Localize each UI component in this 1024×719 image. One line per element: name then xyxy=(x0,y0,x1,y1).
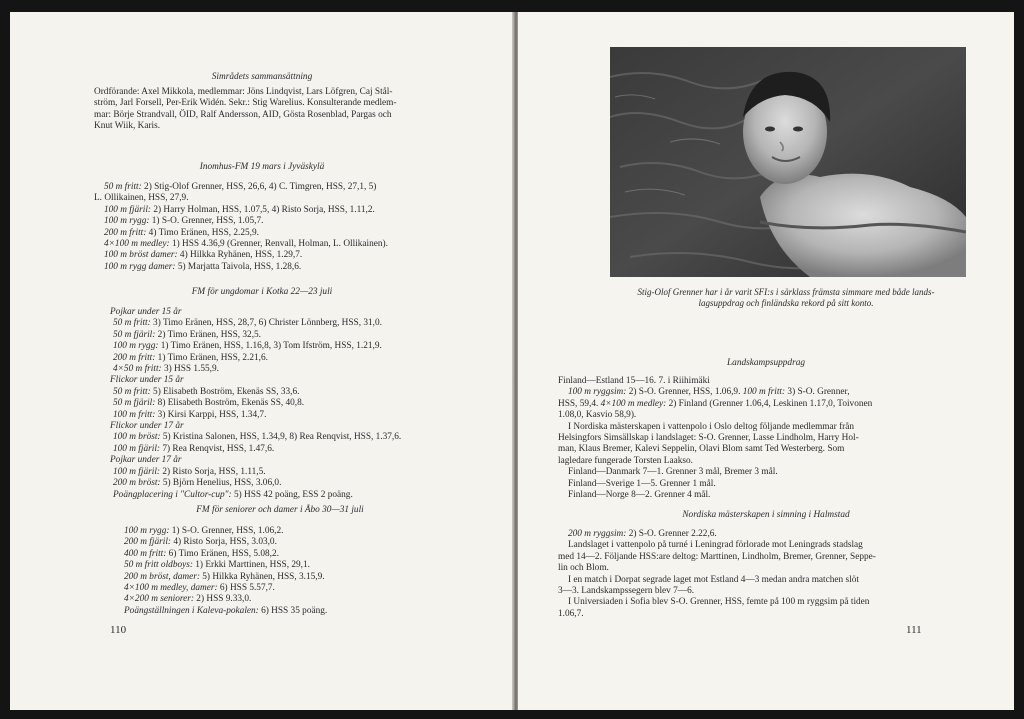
result-line: 100 m bröst: 5) Kristina Salonen, HSS, 1.34,9, 8) Rea Renqvist, HSS, 1.37,6. xyxy=(113,432,402,443)
seniorer-heading: FM för seniorer och damer i Åbo 30—31 juli xyxy=(196,505,364,515)
page-number: 110 xyxy=(110,624,127,636)
result-line: 50 m fritt: 5) Elisabeth Boström, Ekenäs SS, 33,6. xyxy=(113,386,300,397)
left-page xyxy=(10,12,514,710)
landskamp-section xyxy=(558,376,872,501)
group-heading: Flickor under 17 år xyxy=(110,421,184,432)
result-line: Poängställningen i Kaleva-pokalen: 6) HSS 35 poäng. xyxy=(124,605,328,616)
photo-caption xyxy=(586,287,986,309)
text-line: I Nordiska mästerskapen i vattenpolo i Oslo deltog följande medlemmar från xyxy=(568,421,855,432)
nordiska-section xyxy=(558,529,876,620)
board-heading: Simrådets sammansättning xyxy=(211,72,313,82)
result-line: 50 m fjäril: 8) Elisabeth Boström, Ekenäs SS, 40,8. xyxy=(113,398,305,409)
caption-line: lagsuppdrag och finländska rekord på sitt konto. xyxy=(698,298,874,308)
group-heading: Pojkar under 15 år xyxy=(110,307,182,317)
result-line: 100 m fjäril: 2) Risto Sorja, HSS, 1.11,5. xyxy=(113,466,266,477)
board-members-paragraph xyxy=(94,87,397,133)
text-line: Finland—Estland 15—16. 7. i Riihimäki xyxy=(558,376,710,386)
result-line: 100 m rygg: 1) S-O. Grenner, HSS, 1.06,2. xyxy=(124,526,284,536)
result-line: Poängplacering i "Cultor-cup": 5) HSS 42 poäng, ESS 2 poäng. xyxy=(113,489,353,500)
text-line: Finland—Sverige 1—5. Grenner 1 mål. xyxy=(568,478,716,489)
text-line: 3—3. Landskampssegern blev 7—6. xyxy=(558,586,695,597)
swimmer-photo-image xyxy=(610,47,966,277)
text-line: lagledare fungerade Torsten Laakso. xyxy=(558,455,693,466)
result-line: 100 m rygg: 1) S-O. Grenner, HSS, 1.05,7. xyxy=(104,216,264,227)
result-line: 100 m rygg damer: 5) Marjatta Taivola, HSS, 1.28,6. xyxy=(104,261,302,272)
seniorer-results xyxy=(114,526,327,617)
result-line: 4×50 m fritt: 3) HSS 1.55,9. xyxy=(113,364,219,375)
result-line: 200 m bröst, damer: 5) Hilkka Ryhänen, HSS, 3.15,9. xyxy=(124,571,325,582)
text-line: 1.08,0, Kasvio 58,9). xyxy=(558,410,637,421)
text-line: Ordförande: Axel Mikkola, medlemmar: Jöns Lindqvist, Lars Löfgren, Caj Stål- xyxy=(94,87,393,97)
text-line: man, Klaus Bremer, Kalevi Seppelin, Olavi Blom samt Ted Westerberg. Som xyxy=(558,444,845,455)
caption-line: Stig-Olof Grenner har i år varit SFI:s i särklass främsta simmare med både lands- xyxy=(637,287,935,297)
ungdom-heading: FM för ungdomar i Kotka 22—23 juli xyxy=(191,287,333,297)
text-line: Helsingfors Simsällskap i landslaget: S-O. Grenner, Lasse Lindholm, Harry Hol- xyxy=(558,433,859,444)
text-line: Finland—Danmark 7—1. Grenner 3 mål, Bremer 3 mål. xyxy=(568,467,778,478)
result-line: 100 m fritt: 3) Kirsi Karppi, HSS, 1.34,7. xyxy=(113,409,267,420)
text-line: I Universiaden i Sofia blev S-O. Grenner, HSS, femte på 100 m ryggsim på tiden xyxy=(568,597,870,608)
text-line: lin och Blom. xyxy=(558,563,609,574)
inomhus-results xyxy=(94,182,388,273)
result-line: 100 m fjäril: 7) Rea Renqvist, HSS, 1.47,6. xyxy=(113,443,275,454)
group-heading: Flickor under 15 år xyxy=(110,375,184,386)
result-line: 100 m ryggsim: 2) S-O. Grenner, HSS, 1.06,9. 100 m fritt: 3) S-O. Grenner, xyxy=(568,387,850,398)
text-line: I en match i Dorpat segrade laget mot Estland 4—3 medan andra matchen slöt xyxy=(568,574,859,585)
landskamp-heading: Landskampsuppdrag xyxy=(727,358,805,368)
result-line: 400 m fritt: 6) Timo Eränen, HSS, 5.08,2. xyxy=(124,548,279,559)
right-page xyxy=(518,12,1014,710)
text-line: Finland—Norge 8—2. Grenner 4 mål. xyxy=(568,490,711,501)
result-line: 200 m ryggsim: 2) S-O. Grenner 2.22,6. xyxy=(568,529,717,539)
text-line: med 14—2. Följande HSS:are deltog: Marttinen, Lindholm, Bremer, Grenner, Seppe- xyxy=(558,551,876,562)
text-line: mar: Börje Strandvall, ÖID, Ralf Andersson, AID, Gösta Rosenblad, Pargas och xyxy=(94,109,392,120)
swimmer-photo xyxy=(610,47,966,277)
result-line: 100 m fjäril: 2) Harry Holman, HSS, 1.07,5, 4) Risto Sorja, HSS, 1.11,2. xyxy=(104,204,375,215)
result-line: L. Ollikainen, HSS, 27,9. xyxy=(94,193,189,204)
text-line: Landslaget i vattenpolo på turné i Leningrad förlorade mot Leningrads stadslag xyxy=(568,540,863,551)
text-line: Knut Wiik, Karis. xyxy=(94,121,161,132)
page-number: 111 xyxy=(906,624,922,636)
result-line: 50 m fritt oldboys: 1) Erkki Marttinen, HSS, 29,1. xyxy=(124,560,310,571)
inomhus-heading: Inomhus-FM 19 mars i Jyväskylä xyxy=(199,162,325,172)
result-line: 50 m fritt: 3) Timo Eränen, HSS, 28,7, 6) Christer Lönnberg, HSS, 31,0. xyxy=(113,318,382,329)
nordiska-heading: Nordiska mästerskapen i simning i Halmstad xyxy=(682,510,850,520)
result-line: 200 m fritt: 1) Timo Eränen, HSS, 2.21,6. xyxy=(113,352,268,363)
result-line: 4×100 m medley, damer: 6) HSS 5.57,7. xyxy=(124,583,275,594)
result-line: 100 m bröst damer: 4) Hilkka Ryhänen, HSS, 1.29,7. xyxy=(104,250,303,261)
text-line: 1.06,7. xyxy=(558,608,584,619)
result-line: 200 m fritt: 4) Timo Eränen, HSS, 2.25,9. xyxy=(104,227,259,238)
result-line: 50 m fjäril: 2) Timo Eränen, HSS, 32,5. xyxy=(113,329,261,340)
text-line: ström, Jarl Forsell, Per-Erik Widén. Sekr.: Stig Warelius. Konsulterande medlem- xyxy=(94,98,397,109)
result-line: 50 m fritt: 2) Stig-Olof Grenner, HSS, 26,6, 4) C. Timgren, HSS, 27,1, 5) xyxy=(104,182,377,192)
group-heading: Pojkar under 17 år xyxy=(110,455,182,466)
result-line: 4×100 m medley: 1) HSS 4.36,9 (Grenner, Renvall, Holman, L. Ollikainen). xyxy=(104,239,388,250)
result-line: 200 m fjäril: 4) Risto Sorja, HSS, 3.03,0. xyxy=(124,537,277,548)
result-line: 4×200 m seniorer: 2) HSS 9.33,0. xyxy=(124,594,252,605)
ungdom-results xyxy=(110,307,401,501)
result-line: HSS, 59,4. 4×100 m medley: 2) Finland (Grenner 1.06,4, Leskinen 1.17,0, Toivonen xyxy=(558,398,873,409)
result-line: 200 m bröst: 5) Björn Henelius, HSS, 3.06,0. xyxy=(113,478,282,489)
result-line: 100 m rygg: 1) Timo Eränen, HSS, 1.16,8, 3) Tom Ifström, HSS, 1.21,9. xyxy=(113,341,382,352)
